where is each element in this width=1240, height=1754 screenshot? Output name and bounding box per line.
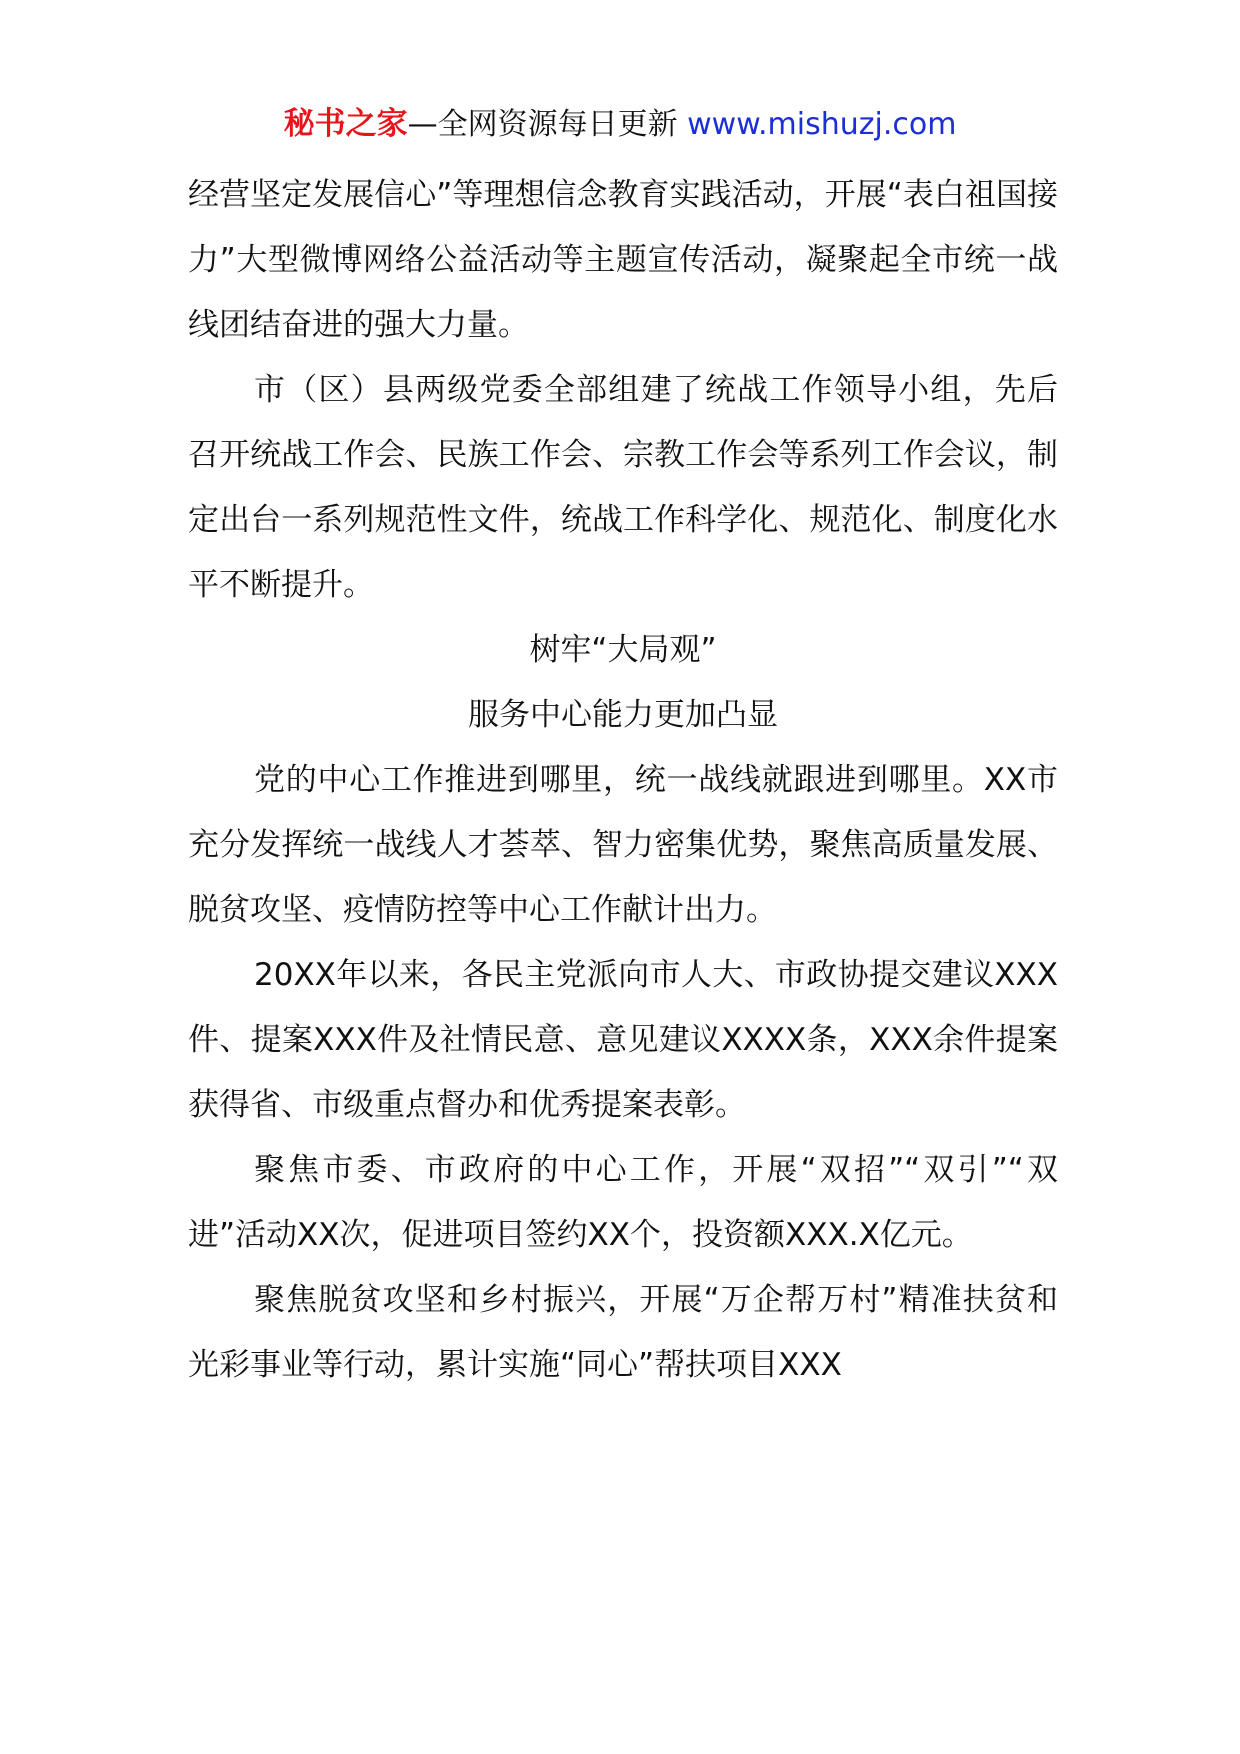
header-url-link[interactable]: www.mishuzj.com xyxy=(687,107,957,142)
header-tagline: —全网资源每日更新 xyxy=(407,107,688,142)
paragraph-proposals: 20XX年以来，各民主党派向市人大、市政协提交建议XXX件、提案XXX件及社情民意、意见建议XXXX条，XXX余件提案获得省、市级重点督办和优秀提案表彰。 xyxy=(188,957,1058,1123)
paragraph-poverty: 聚焦脱贫攻坚和乡村振兴，开展“万企帮万村”精准扶贫和光彩事业等行动，累计实施“同心”帮扶项目XXX xyxy=(188,1282,1058,1383)
paragraph-leadership: 市（区）县两级党委全部组建了统战工作领导小组，先后召开统战工作会、民族工作会、宗教工作会等系列工作会议，制定出台一系列规范性文件，统战工作科学化、规范化、制度化水平不断提升。 xyxy=(188,372,1058,603)
paragraph-continuation: 经营坚定发展信心”等理想信念教育实践活动，开展“表白祖国接力”大型微博网络公益活动等主题宣传活动，凝聚起全市统一战线团结奋进的强大力量。 xyxy=(188,177,1058,343)
document-body xyxy=(188,163,1058,1398)
page-header xyxy=(0,100,1240,149)
section-heading-line1: 树牢“大局观” xyxy=(529,632,717,668)
paragraph-center-work: 党的中心工作推进到哪里，统一战线就跟进到哪里。XX市充分发挥统一战线人才荟萃、智力密集优势，聚焦高质量发展、脱贫攻坚、疫情防控等中心工作献计出力。 xyxy=(188,762,1058,928)
paragraph-investment: 聚焦市委、市政府的中心工作，开展“双招”“双引”“双进”活动XX次，促进项目签约XX个，投资额XXX.X亿元。 xyxy=(188,1152,1058,1253)
section-heading-line2: 服务中心能力更加凸显 xyxy=(468,697,778,733)
header-brand: 秘书之家 xyxy=(283,106,408,142)
